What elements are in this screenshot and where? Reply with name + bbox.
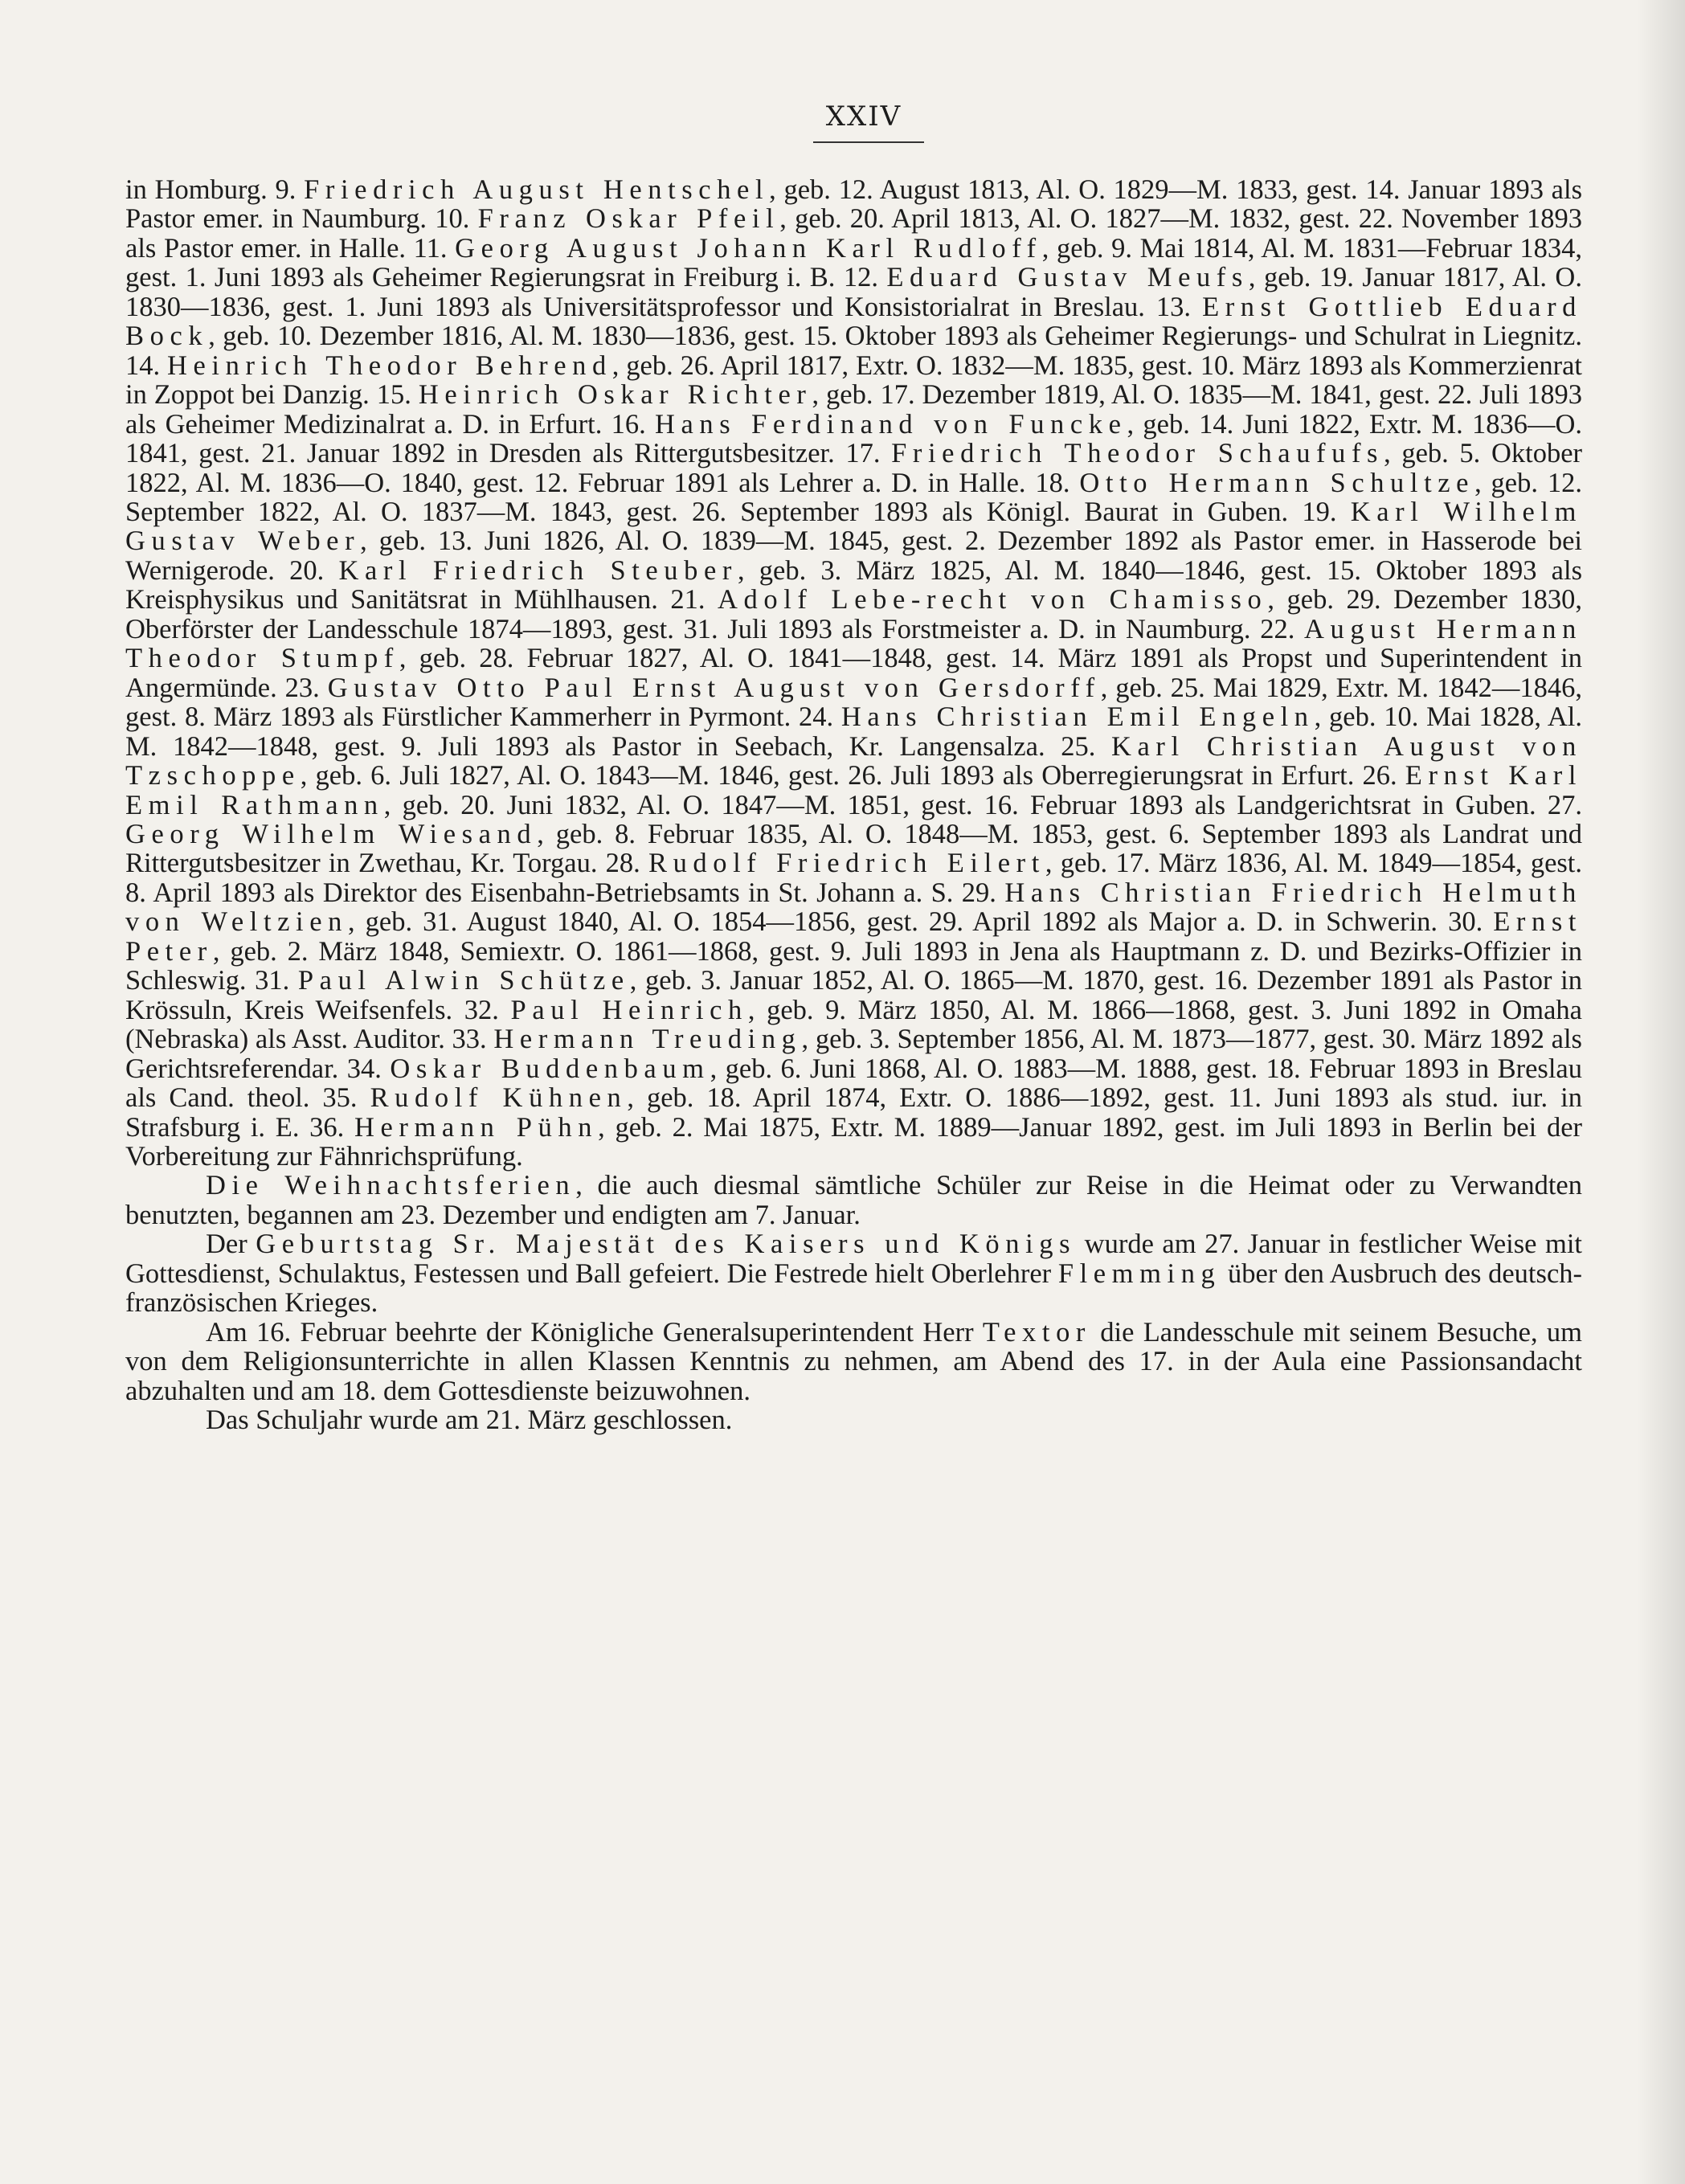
person-name: Rudolf Kühnen — [370, 1082, 628, 1114]
holidays-paragraph — [125, 1171, 1582, 1229]
text-run: , geb. 20. April 1813, Al. O. 1827—M. 1832, gest. 22. November 1893 als Pastor emer. in Halle. 11. — [125, 203, 1583, 264]
text-run: , geb. 3. März 1825, Al. M. 1840—1846, gest. 15. Oktober 1893 als Kreisphysikus und Sanitätsrat in Mühlhausen. 21. — [125, 554, 1582, 616]
text-run: Das Schuljahr wurde am 21. März geschlossen. — [206, 1405, 733, 1436]
text-run: , geb. 6. Juli 1827, Al. O. 1843—M. 1846, gest. 26. Juli 1893 als Oberregierungsrat in Erfurt. 26. — [300, 760, 1405, 791]
text-run: , geb. 5. Oktober 1822, Al. M. 1836—O. 1840, gest. 12. Februar 1891 als Lehrer a. D. in Halle. 18. — [125, 438, 1582, 498]
text-run: , geb. 28. Februar 1827, Al. O. 1841—1848, gest. 14. März 1891 als Propst und Superintendent in Angermünde. 23. — [125, 643, 1583, 703]
page-edge-shadow — [1637, 0, 1685, 2184]
text-run: , geb. 20. Juni 1832, Al. O. 1847—M. 1851, gest. 16. Februar 1893 als Landgerichtsrat in Guben. 27. — [383, 789, 1582, 820]
person-name: Georg August Johann Karl Rudloff — [455, 232, 1042, 264]
text-run: , geb. 10. Dezember 1816, Al. M. 1830—1836, gest. 15. Oktober 1893 als Geheimer Regierungs- und Schulrat in Liegnitz. 14. — [125, 321, 1582, 381]
person-name: August Hermann Theodor Stumpf — [125, 613, 1582, 674]
person-name: Flemming — [1057, 1258, 1221, 1289]
text-run: Am 16. Februar beehrte der Königliche Generalsuperintendent Herr — [206, 1316, 983, 1348]
text-run: , geb. 9. Mai 1814, Al. M. 1831—Februar 1834, gest. 1. Juni 1893 als Geheimer Regierungsrat in Freiburg i. B. 12. — [125, 232, 1582, 293]
person-name: Ernst Gottlieb Eduard Bock — [125, 291, 1582, 352]
person-name: Franz Oskar Pfeil — [477, 203, 780, 235]
text-run: , die auch diesmal sämtliche Schüler zur Reise in die Heimat oder zu Verwandten benutzten, begannen am 23. Dezember und endigten am 7. Januar. — [125, 1170, 1582, 1230]
person-name: Ernst Karl Emil Rathmann — [125, 760, 1582, 820]
person-name: Hans Christian Friedrich Helmuth von Weltzien — [125, 877, 1582, 938]
person-name: Hermann Treuding — [493, 1024, 802, 1055]
person-name: Hans Ferdinand von Funcke — [654, 408, 1127, 440]
person-name: Rudolf Friedrich Eilert — [648, 848, 1045, 879]
text-run: die Landesschule mit seinem Besuche, um von dem Religionsunterrichte in allen Klassen Kenntnis zu nehmen, am Abend des 17. in der Aula eine Passionsandacht abzuhalten und am 18. dem Gottesdienste beizuwohnen. — [125, 1316, 1582, 1406]
emphasis-text: Die Weihnachtsferien — [206, 1170, 576, 1201]
person-name: Hermann Pühn — [354, 1111, 599, 1143]
person-name: Adolf Lebe-recht von Chamisso — [718, 584, 1268, 616]
text-run: , geb. 18. April 1874, Extr. O. 1886—1892, gest. 11. Juni 1893 als stud. iur. in Strafsburg i. E. 36. — [125, 1082, 1582, 1143]
text-run: , geb. 13. Juni 1826, Al. O. 1839—M. 1845, gest. 2. Dezember 1892 als Pastor emer. in Hasserode bei Wernigerode. 20. — [125, 526, 1582, 586]
text-run: , geb. 25. Mai 1829, Extr. M. 1842—1846, gest. 8. März 1893 als Fürstlicher Kammerherr in Pyrmont. 24. — [125, 672, 1582, 733]
obituary-paragraph — [125, 175, 1582, 1171]
text-run: , geb. 17. Dezember 1819, Al. O. 1835—M. 1841, gest. 22. Juli 1893 als Geheimer Medizinalrat a. D. in Erfurt. 16. — [125, 379, 1582, 440]
person-name: Otto Hermann Schultze — [1079, 467, 1475, 498]
closing-paragraph — [125, 1405, 1582, 1434]
text-run: , geb. 19. Januar 1817, Al. O. 1830—1836, gest. 1. Juni 1893 als Universitätsprofessor und Konsistorialrat in Breslau. 13. — [125, 262, 1582, 322]
person-name: Friedrich August Hentschel — [304, 174, 770, 205]
visit-paragraph — [125, 1318, 1582, 1405]
header-rule — [813, 141, 924, 143]
text-run: , geb. 12. September 1822, Al. O. 1837—M. 1843, gest. 26. September 1893 als Königl. Baurat in Guben. 19. — [125, 467, 1582, 527]
text-run: , geb. 26. April 1817, Extr. O. 1832—M. 1835, gest. 10. März 1893 als Kommerzienrat in Zoppot bei Danzig. 15. — [125, 350, 1582, 411]
text-run: , geb. 12. August 1813, Al. O. 1829—M. 1833, gest. 14. Januar 1893 als Pastor emer. in Naumburg. 10. — [125, 174, 1583, 235]
page-number: XXIV — [825, 100, 902, 133]
person-name: Textor — [982, 1316, 1091, 1348]
text-run: über den Ausbruch des deutsch-französischen Krieges. — [125, 1258, 1582, 1319]
person-name: Georg Wilhelm Wiesand — [125, 818, 538, 849]
person-name: Hans Christian Emil Engeln — [840, 701, 1315, 733]
text-run: in Homburg. 9. — [125, 174, 305, 205]
person-name: Gustav Otto Paul Ernst August von Gersdorff — [327, 672, 1101, 703]
person-name: Ernst Peter — [125, 906, 1583, 967]
person-name: Oskar Buddenbaum — [390, 1053, 710, 1084]
text-run: , geb. 29. Dezember 1830, Oberförster der Landesschule 1874—1893, gest. 31. Juli 1893 als Forstmeister a. D. in Naumburg. 22. — [125, 584, 1582, 644]
person-name: Eduard Gustav Meufs — [886, 262, 1249, 293]
text-run: , geb. 3. September 1856, Al. M. 1873—1877, gest. 30. März 1892 als Gerichtsreferendar. 34. — [125, 1024, 1582, 1084]
person-name: Paul Heinrich — [510, 994, 748, 1025]
person-name: Heinrich Oskar Richter — [418, 379, 812, 411]
text-run: , geb. 14. Juni 1822, Extr. M. 1836—O. 1841, gest. 21. Januar 1892 in Dresden als Rittergutsbesitzer. 17. — [125, 408, 1582, 469]
birthday-paragraph — [125, 1229, 1582, 1317]
text-run: , geb. 9. März 1850, Al. M. 1866—1868, gest. 3. Juni 1892 in Omaha (Nebraska) als Asst. Auditor. 33. — [125, 994, 1582, 1055]
text-run: , geb. 10. Mai 1828, Al. M. 1842—1848, gest. 9. Juli 1893 als Pastor in Seebach, Kr. Langensalza. 25. — [125, 701, 1582, 762]
text-run: , geb. 8. Februar 1835, Al. O. 1848—M. 1853, gest. 6. September 1893 als Landrat und Rittergutsbesitzer in Zwethau, Kr. Torgau. 28. — [125, 818, 1583, 879]
text-run: , geb. 17. März 1836, Al. M. 1849—1854, gest. 8. April 1893 als Direktor des Eisenbahn-Betriebsamts in St. Johann a. S. 29. — [125, 848, 1583, 908]
person-name: Paul Alwin Schütze — [297, 965, 630, 996]
person-name: Karl Christian August von Tzschoppe — [125, 730, 1582, 791]
text-run: , geb. 3. Januar 1852, Al. O. 1865—M. 1870, gest. 16. Dezember 1891 als Pastor in Krössuln, Kreis Weifsenfels. 32. — [125, 965, 1582, 1025]
text-run: , geb. 6. Juni 1868, Al. O. 1883—M. 1888, gest. 18. Februar 1893 in Breslau als Cand. theol. 35. — [125, 1053, 1582, 1114]
text-run: , geb. 2. Mai 1875, Extr. M. 1889—Januar 1892, gest. im Juli 1893 in Berlin bei der Vorbereitung zur Fähnrichsprüfung. — [125, 1111, 1582, 1172]
main-text — [125, 175, 1582, 1434]
person-name: Heinrich Theodor Behrend — [167, 350, 612, 381]
person-name: Karl Friedrich Steuber — [338, 554, 738, 586]
text-run: Der — [206, 1229, 256, 1260]
person-name: Friedrich Theodor Schaufufs — [891, 438, 1384, 469]
text-run: wurde am 27. Januar in festlicher Weise mit Gottesdienst, Schulaktus, Festessen und Ball gefeiert. Die Festrede hielt Oberlehrer — [125, 1229, 1583, 1289]
person-name: Karl Wilhelm Gustav Weber — [125, 496, 1583, 557]
emphasis-text: Geburtstag Sr. Majestät des Kaisers und Königs — [256, 1229, 1077, 1260]
text-run: , geb. 2. März 1848, Semiextr. O. 1861—1868, gest. 9. Juli 1893 in Jena als Hauptmann z. D. und Bezirks-Offizier in Schleswig. 31. — [125, 935, 1582, 996]
text-run: , geb. 31. August 1840, Al. O. 1854—1856, gest. 29. April 1892 als Major a. D. in Schwerin. 30. — [347, 906, 1494, 938]
